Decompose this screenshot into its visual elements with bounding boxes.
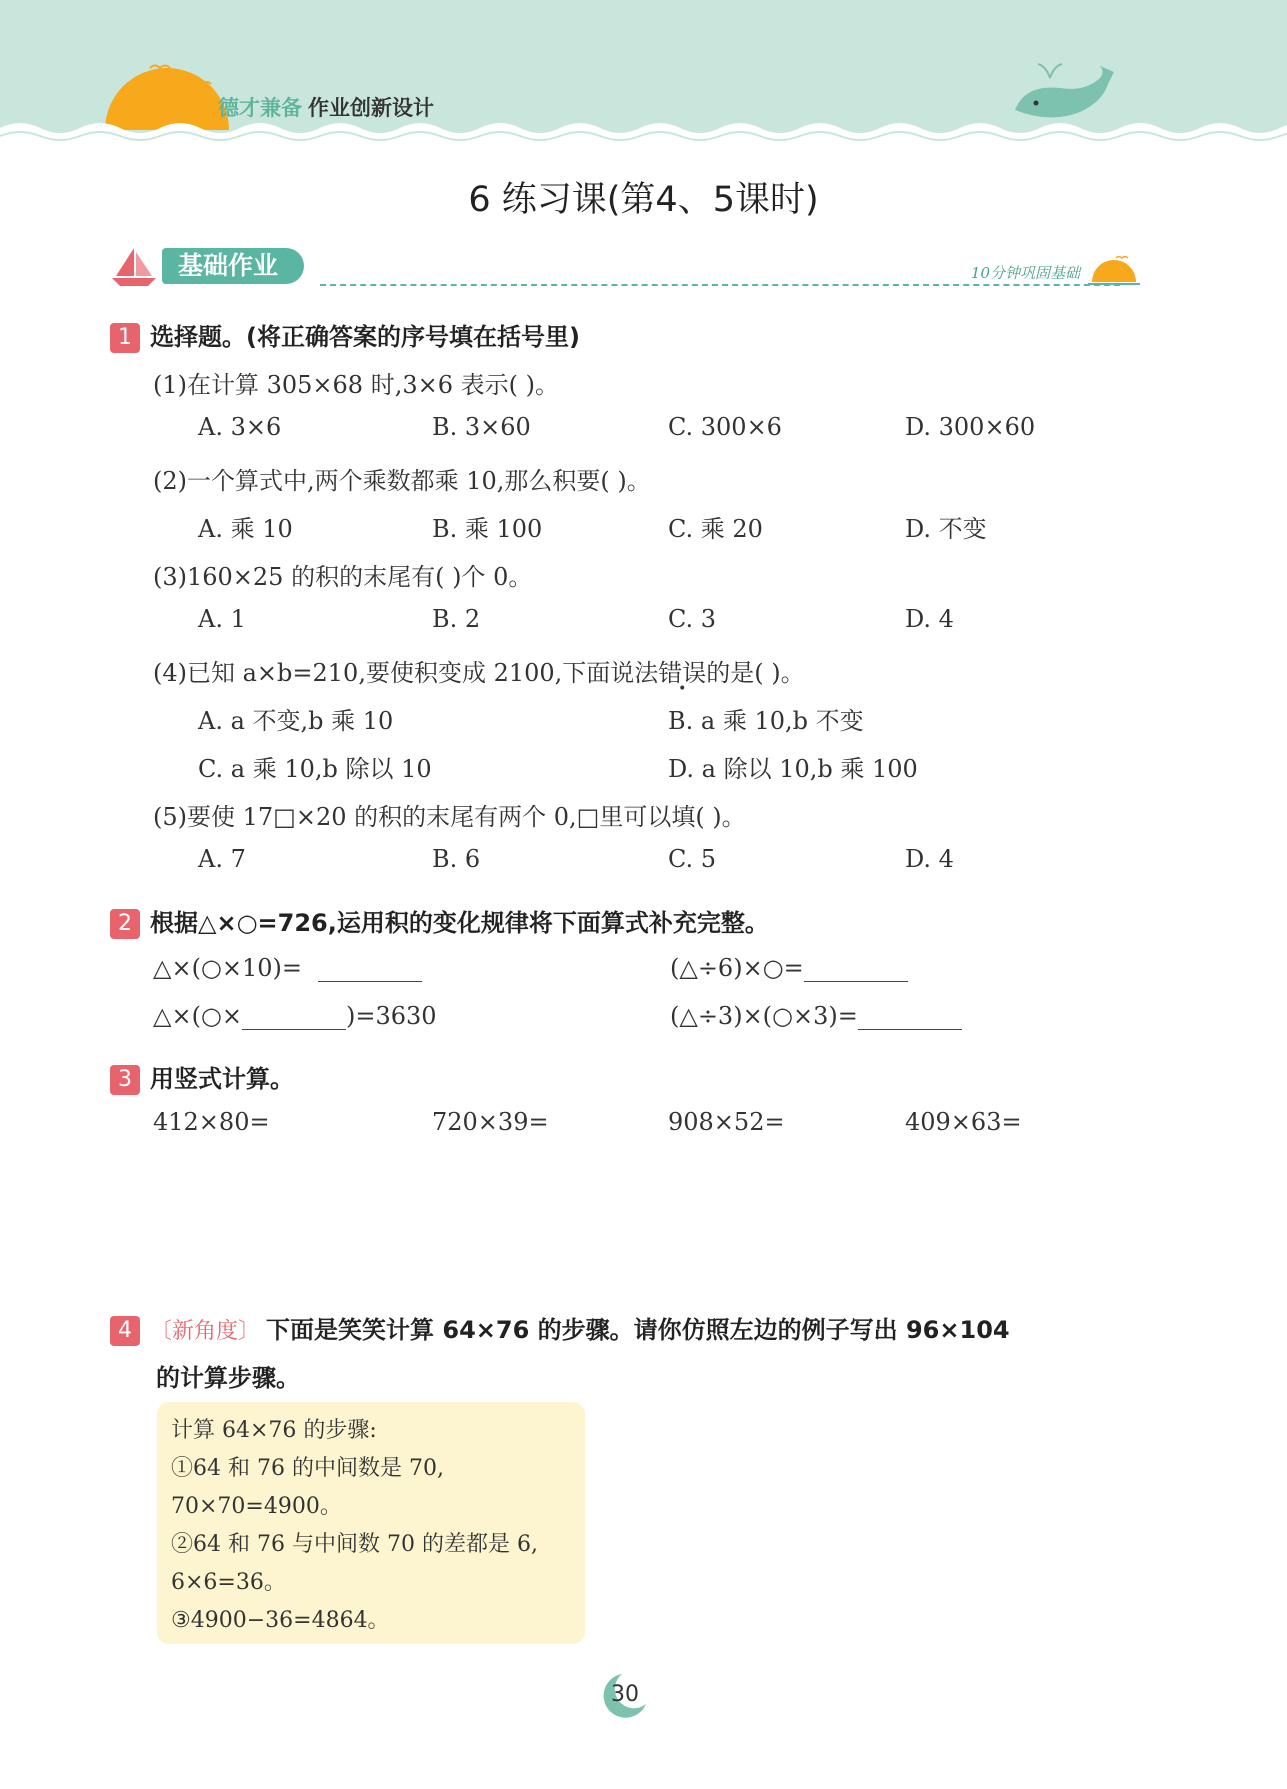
bird-icon [150,66,170,69]
q1-item-4-stem-post: 的是( )。 [706,659,805,687]
page-title: 6 练习课(第4、5课时) [468,180,819,220]
answer-blank[interactable] [318,953,422,982]
question-number: 2 [110,909,140,939]
q1-item-4-stem [153,653,805,688]
q2-equation-2 [670,953,908,982]
q1-item-3-option-b[interactable]: B. 2 [432,605,481,633]
question-4-text: 下面是笑笑计算 64×76 的步骤。请你仿照左边的例子写出 96×104 [266,1316,1010,1344]
question-3-text: 用竖式计算。 [150,1065,294,1093]
question-3-heading [110,1059,294,1095]
section-note: 10分钟巩固基础 [970,264,1080,282]
q2-eq3-pre: △×(○× [153,1002,242,1030]
question-1-heading [110,317,580,353]
example-line: 计算 64×76 的步骤: [171,1418,377,1443]
q2-equation-4 [670,1001,962,1030]
q1-item-3-option-d[interactable]: D. 4 [905,605,954,633]
q2-eq4-text: (△÷3)×(○×3)= [670,1002,858,1030]
small-sun-icon [1086,252,1142,288]
section-label: 基础作业 [162,248,304,284]
question-number: 3 [110,1065,140,1095]
q1-item-2-stem: (2)一个算式中,两个乘数都乘 10,那么积要( )。 [153,467,651,495]
new-angle-tag: 〔新角度〕 [150,1319,261,1344]
q2-eq3-post: )=3630 [345,1002,437,1030]
section-divider [320,284,1120,286]
q1-item-4-emphasis: 错误 [658,659,707,687]
q1-item-4-option-c[interactable]: C. a 乘 10,b 除以 10 [198,755,432,783]
q1-item-2-option-c[interactable]: C. 乘 20 [668,515,763,543]
brand-dark: 作业创新设计 [308,96,434,120]
q1-item-2-option-a[interactable]: A. 乘 10 [198,515,293,543]
question-number: 1 [110,323,140,353]
q3-calc-4: 409×63= [905,1108,1022,1136]
q1-item-4-stem-pre: (4)已知 a×b=210,要使积变成 2100,下面说法 [153,659,659,687]
example-line: ①64 和 76 的中间数是 70, [171,1456,444,1481]
question-4-heading [110,1310,1010,1346]
example-line: ③4900−36=4864。 [171,1608,390,1633]
example-line: 70×70=4900。 [171,1494,342,1519]
q1-item-4-option-d[interactable]: D. a 除以 10,b 乘 100 [668,755,918,783]
answer-blank[interactable] [804,953,908,982]
q2-equation-3 [153,1001,437,1030]
q2-eq1-text: △×(○×10)= [153,954,302,982]
question-2-heading [110,903,769,939]
q1-item-4-option-b[interactable]: B. a 乘 10,b 不变 [668,707,864,735]
answer-blank[interactable] [858,1001,962,1030]
brand-colored: 德才兼备 [218,96,302,120]
q1-item-3-stem: (3)160×25 的积的末尾有( )个 0。 [153,563,533,591]
q1-item-2-option-d[interactable]: D. 不变 [905,515,987,543]
example-line: 6×6=36。 [171,1570,286,1595]
q1-item-1-option-b[interactable]: B. 3×60 [432,413,531,441]
sun-icon [105,68,229,130]
q1-item-1-option-c[interactable]: C. 300×6 [668,413,782,441]
example-box [157,1402,585,1644]
q1-item-4-option-a[interactable]: A. a 不变,b 乘 10 [198,707,394,735]
page-number [600,1670,650,1720]
q3-calc-1: 412×80= [153,1108,270,1136]
sailboat-icon [110,244,160,290]
q1-item-2-option-b[interactable]: B. 乘 100 [432,515,543,543]
q1-item-1-option-d[interactable]: D. 300×60 [905,413,1036,441]
q1-item-5-option-c[interactable]: C. 5 [668,845,717,873]
q1-item-3-option-c[interactable]: C. 3 [668,605,717,633]
q1-item-5-option-d[interactable]: D. 4 [905,845,954,873]
header-decoration [0,0,1287,150]
whale-icon [1015,64,1114,118]
question-number: 4 [110,1316,140,1346]
question-1-text: 选择题。(将正确答案的序号填在括号里) [150,323,580,351]
q1-item-1-option-a[interactable]: A. 3×6 [198,413,282,441]
q2-equation-1 [153,953,422,982]
q1-item-1-stem: (1)在计算 305×68 时,3×6 表示( )。 [153,371,559,399]
q1-item-5-stem: (5)要使 17□×20 的积的末尾有两个 0,□里可以填( )。 [153,803,746,831]
header-band [0,0,1287,150]
brand-title [218,92,434,122]
page-number-text: 30 [611,1682,639,1707]
q1-item-5-option-a[interactable]: A. 7 [198,845,246,873]
q1-item-3-option-a[interactable]: A. 1 [198,605,246,633]
answer-blank[interactable] [242,1001,346,1030]
section-bar [110,246,1150,292]
q1-item-5-option-b[interactable]: B. 6 [432,845,481,873]
q3-calc-2: 720×39= [432,1108,549,1136]
q3-calc-3: 908×52= [668,1108,785,1136]
question-2-text: 根据△×○=726,运用积的变化规律将下面算式补充完整。 [150,909,769,937]
question-4-text-continued: 的计算步骤。 [156,1364,300,1392]
example-line: ②64 和 76 与中间数 70 的差都是 6, [171,1532,538,1557]
q2-eq2-text: (△÷6)×○= [670,954,804,982]
